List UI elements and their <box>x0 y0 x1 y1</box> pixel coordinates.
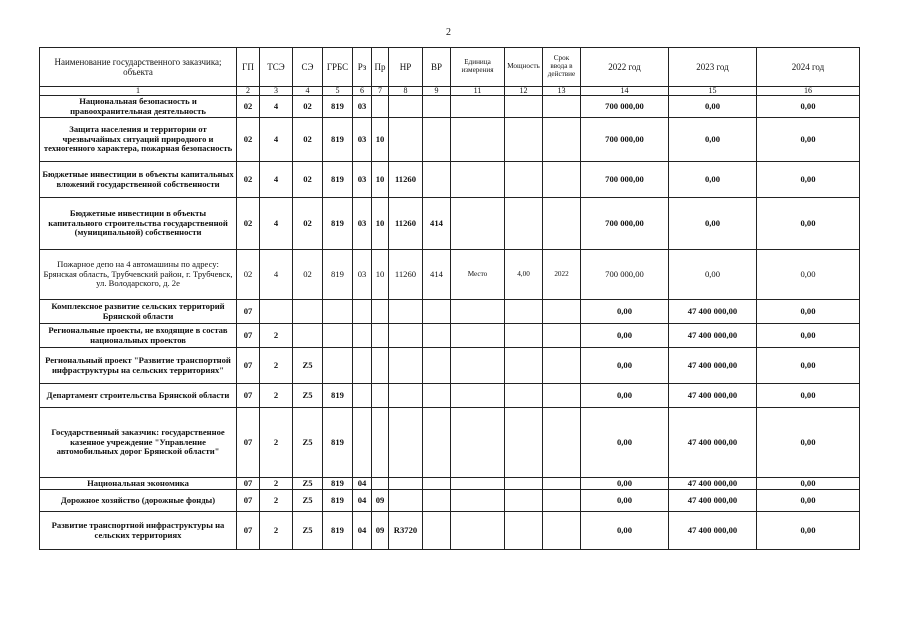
code-cell: 10 <box>372 118 389 162</box>
table-cell <box>543 384 581 408</box>
column-number: 8 <box>389 87 423 96</box>
code-cell <box>372 478 389 490</box>
amount-cell: 700 000,00 <box>581 250 669 300</box>
table-cell <box>505 162 543 198</box>
code-cell: 11260 <box>389 250 423 300</box>
amount-cell: 700 000,00 <box>581 162 669 198</box>
header-cell: ГРБС <box>323 48 353 87</box>
table-cell <box>543 96 581 118</box>
table-cell <box>543 408 581 478</box>
code-cell: 819 <box>323 118 353 162</box>
code-cell: 11260 <box>389 162 423 198</box>
amount-cell: 0,00 <box>581 408 669 478</box>
column-number: 14 <box>581 87 669 96</box>
object-name-cell: Дорожное хозяйство (дорожные фонды) <box>40 490 237 512</box>
header-cell: Наименование государственного заказчика; объекта <box>40 48 237 87</box>
code-cell <box>389 324 423 348</box>
code-cell: 02 <box>237 162 260 198</box>
code-cell: Z5 <box>293 512 323 550</box>
amount-cell: 700 000,00 <box>581 118 669 162</box>
table-cell <box>543 512 581 550</box>
table-row <box>40 300 860 324</box>
amount-cell: 0,00 <box>669 118 757 162</box>
code-cell <box>389 300 423 324</box>
object-name-cell: Защита населения и территории от чрезвычайных ситуаций природного и техногенного характера, пожарная безопасность <box>40 118 237 162</box>
column-number: 4 <box>293 87 323 96</box>
header-cell: 2024 год <box>757 48 860 87</box>
code-cell <box>423 162 451 198</box>
table-cell <box>505 512 543 550</box>
header-cell: Единица измерения <box>451 48 505 87</box>
code-cell: Z5 <box>293 478 323 490</box>
code-cell: 02 <box>237 118 260 162</box>
code-cell: 04 <box>353 490 372 512</box>
column-number: 12 <box>505 87 543 96</box>
column-number: 15 <box>669 87 757 96</box>
header-cell: ВР <box>423 48 451 87</box>
amount-cell: 0,00 <box>581 348 669 384</box>
table-row <box>40 162 860 198</box>
code-cell: 04 <box>353 478 372 490</box>
table-cell <box>505 348 543 384</box>
code-cell <box>293 300 323 324</box>
code-cell: 10 <box>372 162 389 198</box>
amount-cell: 47 400 000,00 <box>669 408 757 478</box>
code-cell <box>323 324 353 348</box>
column-number: 16 <box>757 87 860 96</box>
amount-cell: 0,00 <box>669 162 757 198</box>
table-cell <box>505 478 543 490</box>
table-cell <box>505 118 543 162</box>
code-cell: 819 <box>323 96 353 118</box>
code-cell: 02 <box>293 162 323 198</box>
column-number: 1 <box>40 87 237 96</box>
code-cell <box>423 118 451 162</box>
amount-cell: 0,00 <box>581 512 669 550</box>
object-name-cell: Региональный проект "Развитие транспортной инфраструктуры на сельских территориях" <box>40 348 237 384</box>
code-cell: 07 <box>237 324 260 348</box>
column-number: 13 <box>543 87 581 96</box>
code-cell: 4 <box>260 96 293 118</box>
code-cell: 03 <box>353 96 372 118</box>
code-cell: 2 <box>260 348 293 384</box>
table-cell <box>505 300 543 324</box>
code-cell <box>372 300 389 324</box>
table-row <box>40 118 860 162</box>
code-cell: 414 <box>423 250 451 300</box>
code-cell <box>423 300 451 324</box>
amount-cell: 0,00 <box>581 300 669 324</box>
column-number: 11 <box>451 87 505 96</box>
code-cell <box>389 408 423 478</box>
table-cell <box>451 384 505 408</box>
code-cell: 02 <box>293 118 323 162</box>
code-cell <box>389 384 423 408</box>
code-cell: 4 <box>260 250 293 300</box>
amount-cell: 0,00 <box>581 490 669 512</box>
amount-cell: 0,00 <box>669 198 757 250</box>
code-cell: 819 <box>323 408 353 478</box>
table-cell <box>451 324 505 348</box>
amount-cell: 0,00 <box>669 96 757 118</box>
code-cell: 11260 <box>389 198 423 250</box>
header-cell: 2023 год <box>669 48 757 87</box>
amount-cell: 47 400 000,00 <box>669 348 757 384</box>
table-cell <box>451 96 505 118</box>
code-cell: 819 <box>323 162 353 198</box>
amount-cell: 0,00 <box>757 408 860 478</box>
code-cell: 2 <box>260 490 293 512</box>
amount-cell: 0,00 <box>757 512 860 550</box>
table-body <box>40 96 860 550</box>
table-cell <box>505 408 543 478</box>
table-row <box>40 478 860 490</box>
code-cell: 07 <box>237 478 260 490</box>
table-cell <box>505 490 543 512</box>
code-cell: 02 <box>293 96 323 118</box>
table-cell <box>451 300 505 324</box>
table-row <box>40 348 860 384</box>
code-cell <box>260 300 293 324</box>
object-name-cell: Национальная экономика <box>40 478 237 490</box>
amount-cell: 0,00 <box>581 324 669 348</box>
code-cell: 02 <box>293 198 323 250</box>
object-name-cell: Развитие транспортной инфраструктуры на сельских территориях <box>40 512 237 550</box>
table-cell <box>505 384 543 408</box>
code-cell <box>293 324 323 348</box>
code-cell: Z5 <box>293 348 323 384</box>
amount-cell: 47 400 000,00 <box>669 490 757 512</box>
code-cell: 07 <box>237 384 260 408</box>
code-cell <box>372 384 389 408</box>
code-cell: 03 <box>353 250 372 300</box>
code-cell <box>423 384 451 408</box>
column-number: 2 <box>237 87 260 96</box>
table-cell <box>451 478 505 490</box>
table-cell <box>505 96 543 118</box>
code-cell <box>423 324 451 348</box>
code-cell: 02 <box>237 198 260 250</box>
amount-cell: 700 000,00 <box>581 198 669 250</box>
code-cell <box>372 96 389 118</box>
code-cell <box>353 324 372 348</box>
table-row <box>40 512 860 550</box>
table-cell: 2022 <box>543 250 581 300</box>
code-cell <box>389 96 423 118</box>
amount-cell: 47 400 000,00 <box>669 384 757 408</box>
code-cell: 4 <box>260 118 293 162</box>
table-cell <box>451 490 505 512</box>
code-cell <box>423 478 451 490</box>
code-cell <box>423 348 451 384</box>
column-number: 6 <box>353 87 372 96</box>
amount-cell: 0,00 <box>757 300 860 324</box>
object-name-cell: Государственный заказчик: государственное казенное учреждение "Управление автомобильных дорог Брянской области" <box>40 408 237 478</box>
header-cell: 2022 год <box>581 48 669 87</box>
table-cell <box>543 198 581 250</box>
code-cell: 02 <box>237 250 260 300</box>
code-cell <box>323 300 353 324</box>
amount-cell: 0,00 <box>757 490 860 512</box>
code-cell: 09 <box>372 490 389 512</box>
amount-cell: 47 400 000,00 <box>669 300 757 324</box>
header-cell: СЭ <box>293 48 323 87</box>
amount-cell: 0,00 <box>757 198 860 250</box>
code-cell: 07 <box>237 512 260 550</box>
table-row <box>40 250 860 300</box>
code-cell: 4 <box>260 198 293 250</box>
code-cell <box>372 324 389 348</box>
code-cell <box>353 384 372 408</box>
header-cell: Мощность <box>505 48 543 87</box>
code-cell: 07 <box>237 348 260 384</box>
object-name-cell: Бюджетные инвестиции в объекты капитальных вложений государственной собственности <box>40 162 237 198</box>
table-cell: 4,00 <box>505 250 543 300</box>
table-cell <box>451 348 505 384</box>
table-cell <box>543 324 581 348</box>
code-cell: R3720 <box>389 512 423 550</box>
code-cell <box>423 408 451 478</box>
code-cell <box>372 408 389 478</box>
header-row <box>40 48 860 87</box>
amount-cell: 0,00 <box>757 478 860 490</box>
code-cell: 02 <box>293 250 323 300</box>
code-cell: 2 <box>260 384 293 408</box>
table-cell <box>543 478 581 490</box>
amount-cell: 0,00 <box>757 162 860 198</box>
object-name-cell: Департамент строительства Брянской области <box>40 384 237 408</box>
code-cell: 819 <box>323 490 353 512</box>
table-row <box>40 324 860 348</box>
table-cell <box>451 118 505 162</box>
amount-cell: 0,00 <box>581 384 669 408</box>
code-cell: Z5 <box>293 384 323 408</box>
table-cell <box>543 348 581 384</box>
object-name-cell: Бюджетные инвестиции в объекты капитального строительства государственной (муниципальной) собственности <box>40 198 237 250</box>
table-cell <box>543 118 581 162</box>
column-number: 3 <box>260 87 293 96</box>
amount-cell: 0,00 <box>757 96 860 118</box>
amount-cell: 0,00 <box>669 250 757 300</box>
code-cell <box>389 348 423 384</box>
code-cell: 10 <box>372 198 389 250</box>
column-number: 7 <box>372 87 389 96</box>
code-cell: 819 <box>323 384 353 408</box>
code-cell: 03 <box>353 198 372 250</box>
code-cell: 2 <box>260 478 293 490</box>
table-row <box>40 384 860 408</box>
code-cell: 02 <box>237 96 260 118</box>
header-cell: Пр <box>372 48 389 87</box>
code-cell <box>423 512 451 550</box>
code-cell: 2 <box>260 324 293 348</box>
table-cell <box>451 408 505 478</box>
header-cell: ТСЭ <box>260 48 293 87</box>
table-cell <box>451 162 505 198</box>
table-cell <box>543 162 581 198</box>
code-cell: 819 <box>323 478 353 490</box>
column-number-row <box>40 87 860 96</box>
table-cell <box>543 300 581 324</box>
table-row <box>40 96 860 118</box>
code-cell <box>389 478 423 490</box>
investment-table <box>39 47 860 550</box>
table-row <box>40 198 860 250</box>
header-cell: НР <box>389 48 423 87</box>
column-number: 5 <box>323 87 353 96</box>
code-cell: 414 <box>423 198 451 250</box>
object-name-cell: Региональные проекты, не входящие в состав национальных проектов <box>40 324 237 348</box>
table-cell: Место <box>451 250 505 300</box>
code-cell: 07 <box>237 490 260 512</box>
code-cell: 2 <box>260 408 293 478</box>
table-cell <box>451 198 505 250</box>
amount-cell: 0,00 <box>757 324 860 348</box>
code-cell <box>423 96 451 118</box>
header-cell: ГП <box>237 48 260 87</box>
header-cell: Рз <box>353 48 372 87</box>
table-cell <box>543 490 581 512</box>
code-cell <box>353 300 372 324</box>
table-row <box>40 490 860 512</box>
code-cell: 07 <box>237 408 260 478</box>
amount-cell: 0,00 <box>757 348 860 384</box>
object-name-cell: Национальная безопасность и правоохранительная деятельность <box>40 96 237 118</box>
column-number: 9 <box>423 87 451 96</box>
amount-cell: 47 400 000,00 <box>669 512 757 550</box>
header-cell: Срок ввода в действие <box>543 48 581 87</box>
object-name-cell: Комплексное развитие сельских территорий Брянской области <box>40 300 237 324</box>
code-cell <box>353 408 372 478</box>
page-number: 2 <box>446 27 451 38</box>
code-cell: 819 <box>323 250 353 300</box>
amount-cell: 47 400 000,00 <box>669 324 757 348</box>
code-cell <box>353 348 372 384</box>
code-cell <box>389 118 423 162</box>
code-cell: 2 <box>260 512 293 550</box>
code-cell: Z5 <box>293 408 323 478</box>
code-cell: 819 <box>323 512 353 550</box>
code-cell: 07 <box>237 300 260 324</box>
table-row <box>40 408 860 478</box>
code-cell: 04 <box>353 512 372 550</box>
code-cell: 03 <box>353 118 372 162</box>
amount-cell: 0,00 <box>757 384 860 408</box>
table-cell <box>505 198 543 250</box>
table-cell <box>451 512 505 550</box>
code-cell: 819 <box>323 198 353 250</box>
code-cell <box>423 490 451 512</box>
code-cell: Z5 <box>293 490 323 512</box>
amount-cell: 47 400 000,00 <box>669 478 757 490</box>
amount-cell: 0,00 <box>757 250 860 300</box>
code-cell <box>372 348 389 384</box>
table-cell <box>505 324 543 348</box>
code-cell <box>323 348 353 384</box>
code-cell <box>389 490 423 512</box>
code-cell: 03 <box>353 162 372 198</box>
object-name-cell: Пожарное депо на 4 автомашины по адресу: Брянская область, Трубчевский район, г. Трубчевск, ул. Володарского, д. 2е <box>40 250 237 300</box>
amount-cell: 0,00 <box>757 118 860 162</box>
amount-cell: 700 000,00 <box>581 96 669 118</box>
code-cell: 09 <box>372 512 389 550</box>
code-cell: 10 <box>372 250 389 300</box>
code-cell: 4 <box>260 162 293 198</box>
amount-cell: 0,00 <box>581 478 669 490</box>
